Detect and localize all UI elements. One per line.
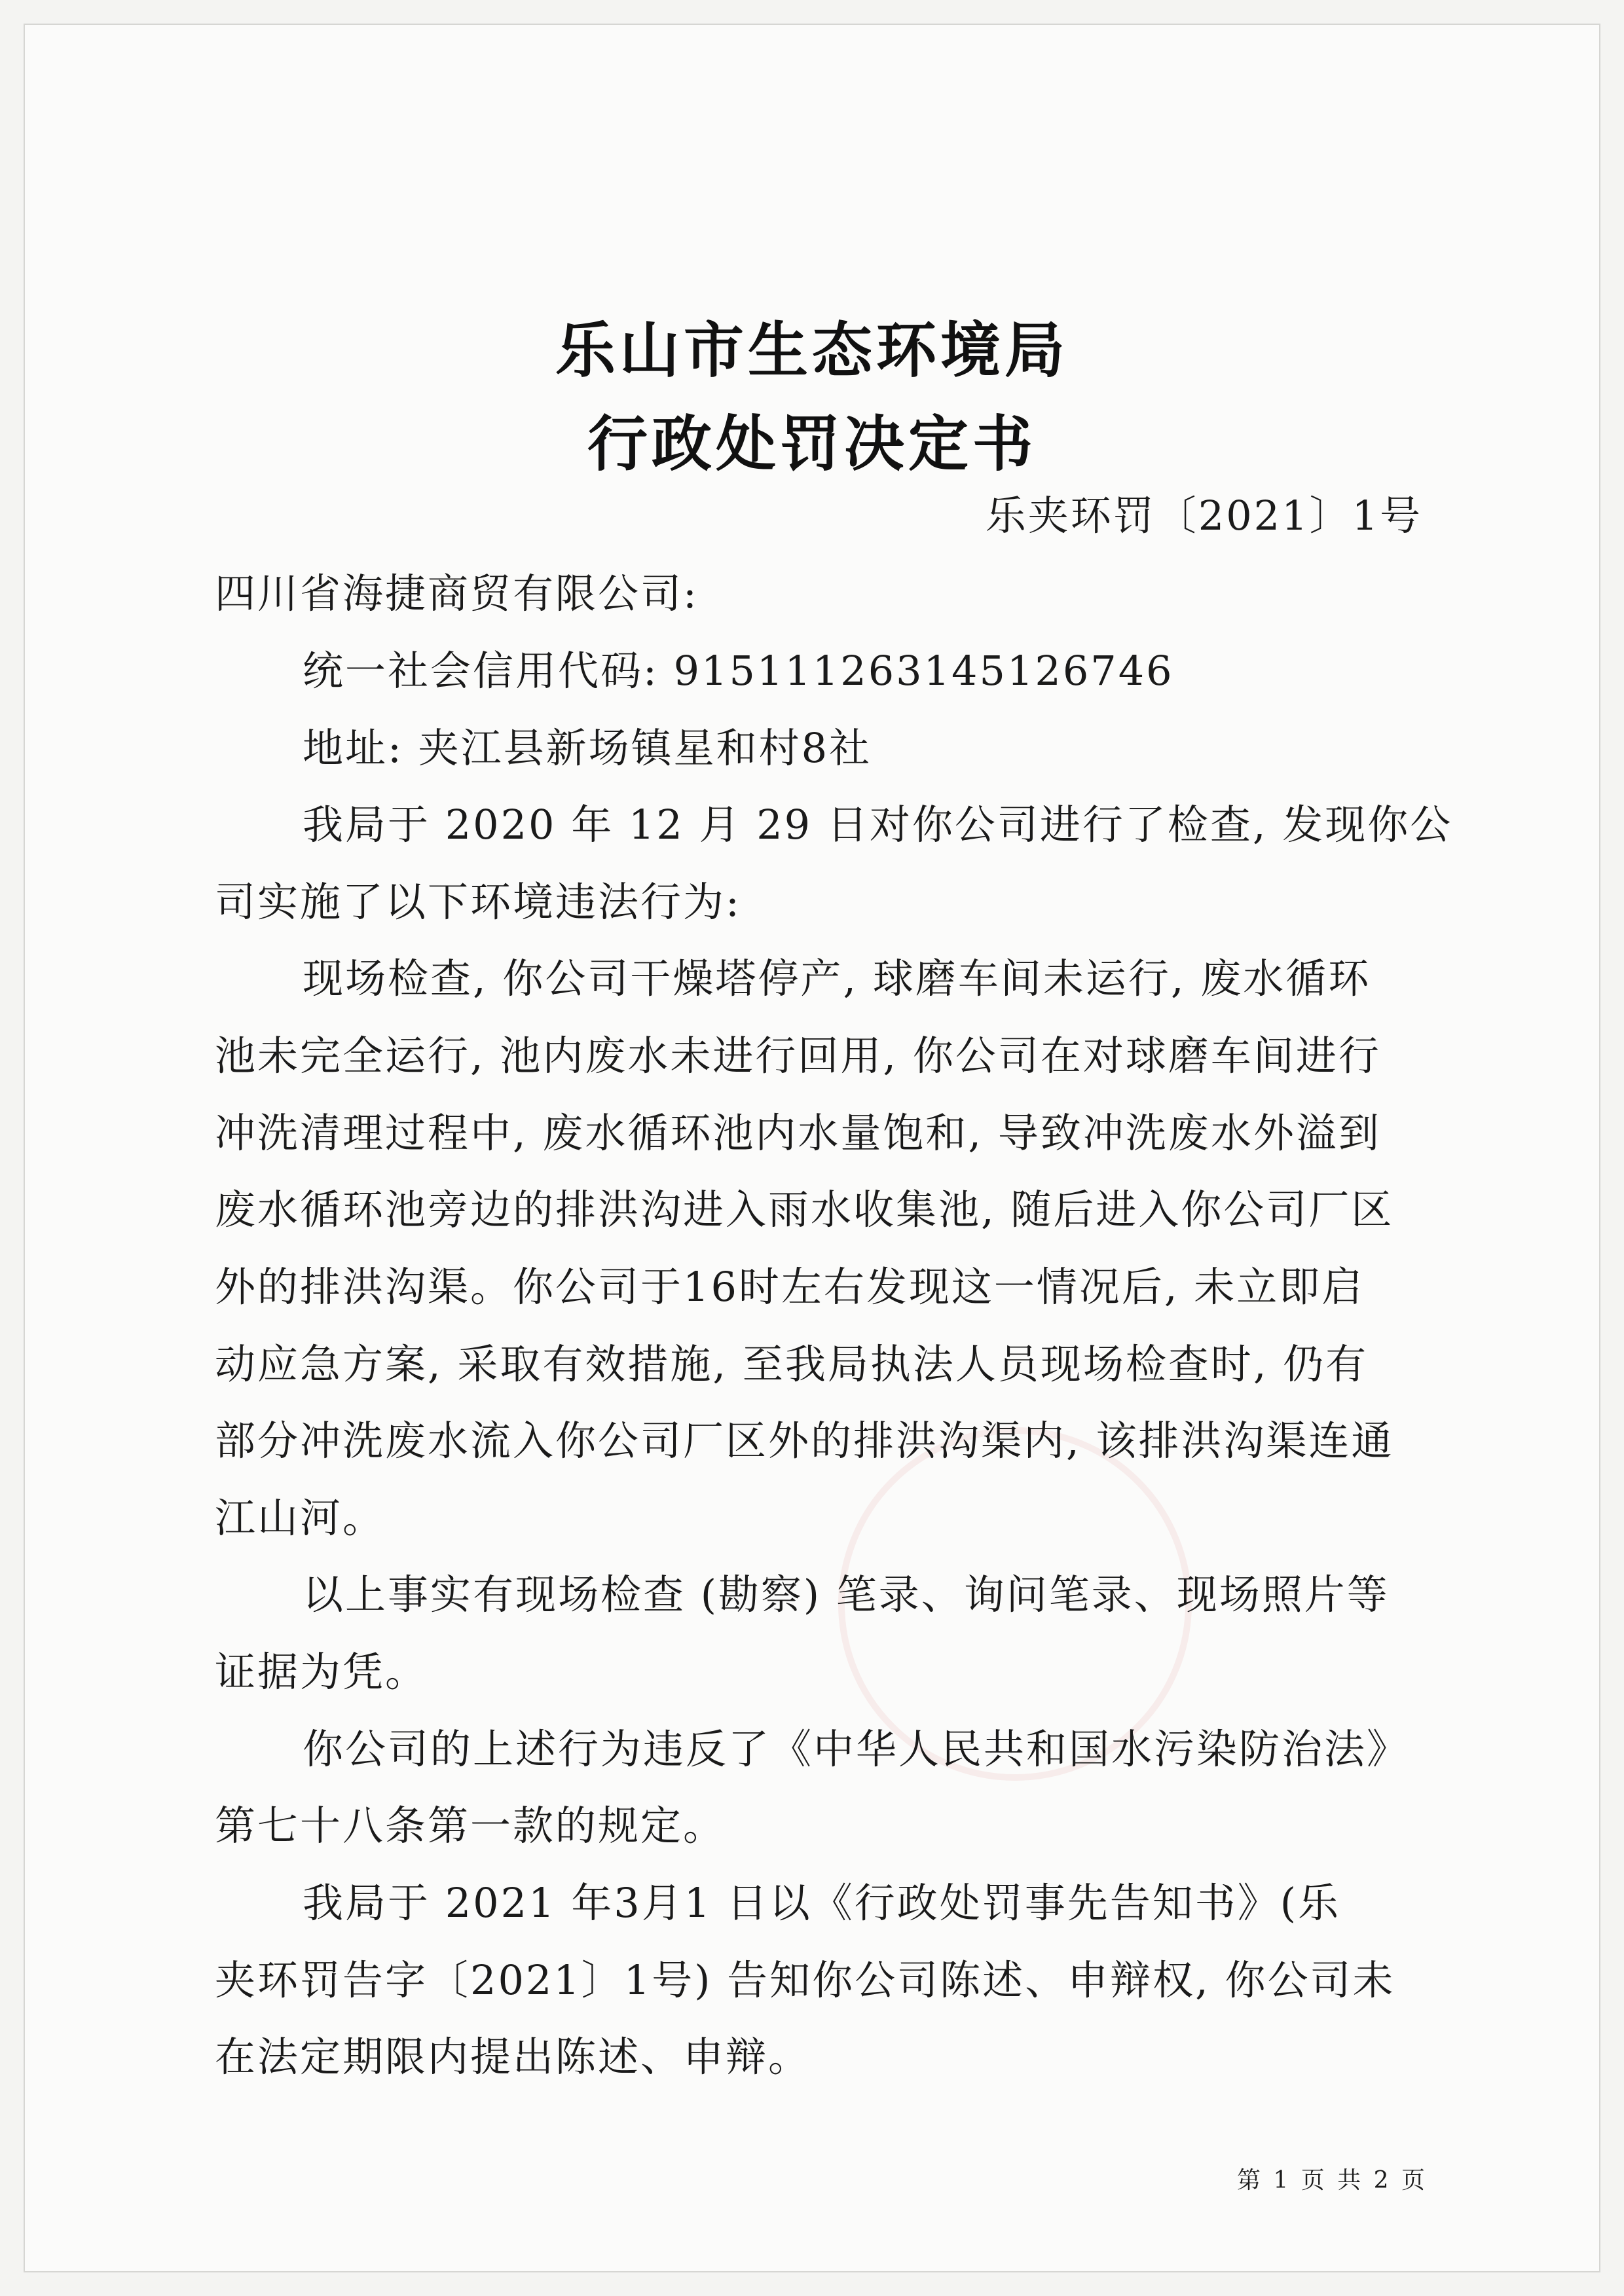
addressee: 四川省海捷商贸有限公司:	[215, 570, 699, 617]
body-line: 证据为凭。	[215, 1648, 428, 1696]
body-line: 我局于 2021 年3月1 日以《行政处罚事先告知书》(乐	[303, 1879, 1340, 1927]
body-line: 我局于 2020 年 12 月 29 日对你公司进行了检查, 发现你公	[303, 801, 1453, 848]
document-number: 乐夹环罚〔2021〕1号	[985, 492, 1422, 539]
body-line: 你公司的上述行为违反了《中华人民共和国水污染防治法》	[303, 1725, 1410, 1773]
issuing-authority-title: 乐山市生态环境局	[555, 315, 1069, 386]
body-line: 江山河。	[215, 1494, 386, 1542]
body-line: 外的排洪沟渠。你公司于16时左右发现这一情况后, 未立即启	[215, 1263, 1365, 1311]
body-line: 池未完全运行, 池内废水未进行回用, 你公司在对球磨车间进行	[215, 1032, 1381, 1080]
body-line: 在法定期限内提出陈述、申辩。	[215, 2033, 811, 2081]
body-line: 部分冲洗废水流入你公司厂区外的排洪沟渠内, 该排洪沟渠连通	[215, 1417, 1394, 1465]
credit-code: 统一社会信用代码: 91511126314512674​6	[303, 647, 1174, 695]
page-indicator: 第 1 页 共 2 页	[1236, 2167, 1428, 2194]
body-line: 司实施了以下环境违法行为:	[215, 878, 741, 926]
body-line: 夹环罚告字〔2021〕1号) 告知你公司陈述、申辩权, 你公司未	[215, 1956, 1395, 2004]
document-type-title: 行政处罚决定书	[587, 409, 1037, 479]
address: 地址: 夹江县新场镇星和村8社	[303, 724, 872, 772]
body-line: 动应急方案, 采取有效措施, 至我局执法人员现场检查时, 仍有	[215, 1340, 1369, 1388]
body-line: 以上事实有现场检查 (勘察) 笔录、询问笔录、现场照片等	[303, 1571, 1390, 1618]
body-line: 废水循环池旁边的排洪沟进入雨水收集池, 随后进入你公司厂区	[215, 1186, 1394, 1233]
body-line: 冲洗清理过程中, 废水循环池内水量饱和, 导致冲洗废水外溢到	[215, 1109, 1381, 1157]
body-line: 现场检查, 你公司干燥塔停产, 球磨车间未运行, 废水循环	[303, 955, 1371, 1002]
body-line: 第七十八条第一款的规定。	[215, 1802, 726, 1850]
